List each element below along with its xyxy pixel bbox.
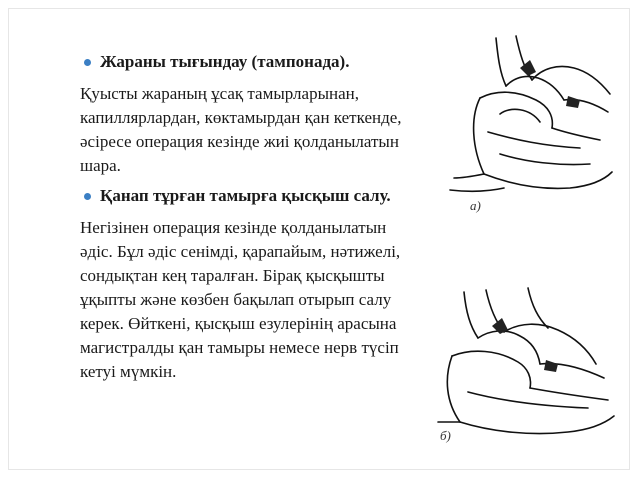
paragraph-1: Қуысты жараның ұсақ тамырларынан, капиллярлардан, көктамырдан қан кеткенде, әсіресе операция кезінде жиі қолданылатын шара. <box>80 84 402 175</box>
bullet-dot-icon <box>84 193 91 200</box>
text-column <box>80 50 420 390</box>
illustration-vessel-compression <box>428 282 624 452</box>
figure-b-label: б) <box>440 428 451 443</box>
bullet-dot-icon <box>84 59 91 66</box>
bullet-heading-2 <box>80 184 420 208</box>
heading-2-text: Қанап тұрған тамырға қысқыш салу. <box>100 186 391 205</box>
illustration-tamponade <box>440 28 620 218</box>
paragraph-2: Негізінен операция кезінде қолданылатын әдіс. Бұл әдіс сенімді, қарапайым, нәтижелі, сондықтан кең таралған. Бірақ қысқышты ұқыпты және көзбен бақылап отырып салу керек. Өйткені, қысқыш езулерінің арасына магистралды қан тамыры немесе нерв түсіп кетуі мүмкін. <box>80 218 401 381</box>
heading-1-text: Жараны тығындау (тампонада). <box>100 52 350 71</box>
bullet-heading-1 <box>80 50 420 74</box>
figure-a-label: а) <box>470 198 481 213</box>
